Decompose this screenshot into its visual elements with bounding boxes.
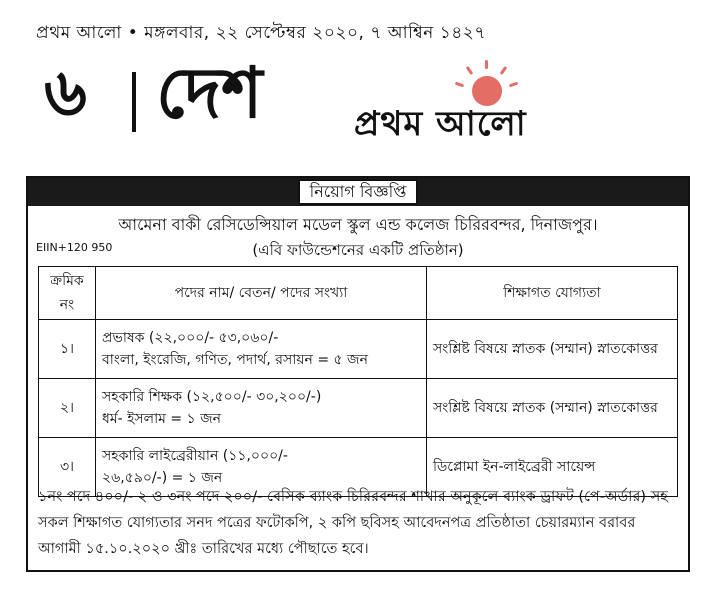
row-serial: ২। [39,379,96,438]
table-row [39,379,678,438]
masthead-divider [132,72,136,132]
post-title-salary: সহকারি লাইব্রেরীয়ান (১১,০০০/- [102,448,288,464]
row-qualification: সংশ্লিষ্ট বিষয়ে স্নাতক (সম্মান) স্নাতকোত্তর [427,379,678,438]
brand-name: প্রথম আলো [354,104,527,144]
sun-ray-icon [466,66,474,75]
sun-ray-icon [509,82,518,88]
sun-ray-icon [500,66,508,75]
reference-number: EIIN+120 950 [36,241,113,254]
post-title-salary: প্রভাষক (২২,০০০/- ৫৩,০৬০/- [102,330,279,346]
row-qualification: ডিপ্লোমা ইন-লাইব্রেরী সায়েন্স [427,438,678,497]
masthead [36,52,696,148]
ad-title: নিয়োগ বিজ্ঞপ্তি [298,179,419,205]
sun-ray-icon [485,60,488,69]
job-advertisement [26,176,690,572]
header-qualification: শিক্ষাগত যোগ্যতা [427,267,678,320]
header-post: পদের নাম/ বেতন/ পদের সংখ্যা [96,267,427,320]
post-subjects-count: ২৬,৫৯০/-) = ১ জন [102,470,223,486]
row-qualification: সংশ্লিষ্ট বিষয়ে স্নাতক (সম্মান) স্নাতকোত্তর [427,320,678,379]
row-post [96,320,427,379]
header-serial: ক্রমিক নং [39,267,96,320]
institution-name: আমেনা বাকী রেসিডেন্সিয়াল মডেল স্কুল এন্ড কলেজ চিরিরবন্দর, দিনাজপুর। [118,215,598,234]
dateline: প্রথম আলো • মঙ্গলবার, ২২ সেপ্টেম্বর ২০২০, ৭ আশ্বিন ১৪২৭ [36,23,486,43]
sun-ray-icon [455,82,464,88]
row-serial: ৩। [39,438,96,497]
post-subjects-count: বাংলা, ইংরেজি, গণিত, পদার্থ, রসায়ন = ৫ জন [102,352,368,368]
page-number: ৬ [44,54,87,131]
application-instructions: ১নং পদে ৪০০/- ২ ও ৩নং পদে ২০০/- বেসিক ব্যাংক চিরিরবন্দর শাখার অনুকূলে ব্যাংক ড্রাফট (পে-অর্ডার) সহ সকল শিক্ষাগত যোগ্যতার সনদ পত্রের ফটোকপি, ২ কপি ছবিসহ আবেদনপত্র প্রতিষ্ঠাতা চেয়ারম্যান বরাবর আগামী ১৫.১০.২০২০ খ্রীঃ তারিখের মধ্যে পৌছাতে হবে। [38,489,668,557]
post-subjects-count: ধর্ম- ইসলাম = ১ জন [102,411,221,427]
posts-table [38,266,678,497]
section-name: দেশ [156,52,263,134]
ad-header [28,178,688,206]
row-serial: ১। [39,320,96,379]
row-post [96,379,427,438]
table-header-row [39,267,678,320]
post-title-salary: সহকারি শিক্ষক (১২,৫০০/- ৩০,২০০/-) [102,389,322,405]
institution-subtitle: (এবি ফাউন্ডেশনের একটি প্রতিষ্ঠান) [252,241,464,259]
table-row [39,320,678,379]
